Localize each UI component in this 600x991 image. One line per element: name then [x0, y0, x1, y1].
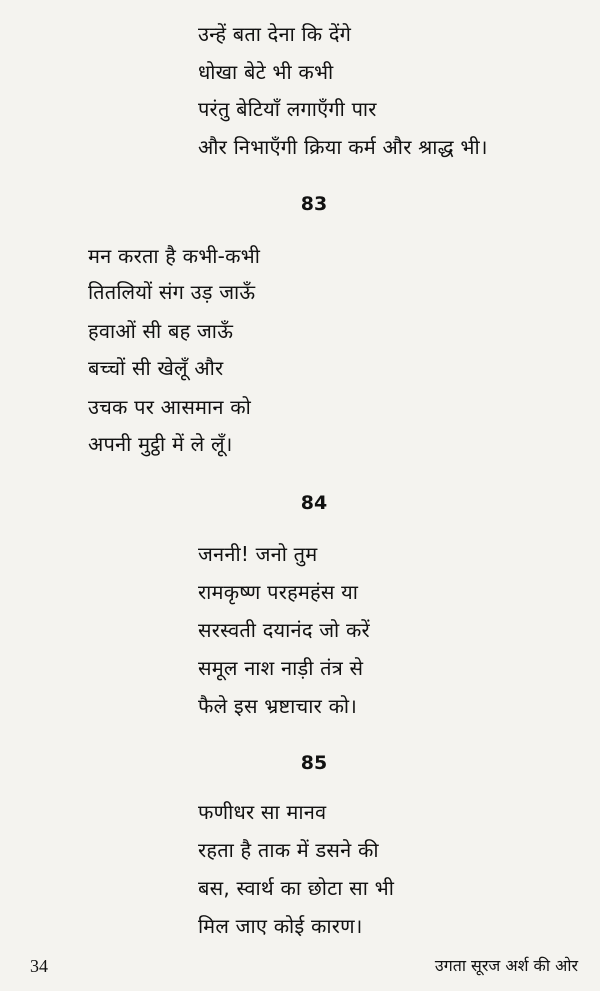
poem-83-line-1: मन करता है कभी-कभी [88, 244, 261, 268]
poem-85-line-3: बस, स्वार्थ का छोटा सा भी [198, 876, 395, 900]
poem-83-line-2: तितलियों संग उड़ जाऊँ [88, 280, 256, 304]
poem-85-number: 85 [300, 752, 328, 774]
poem-85-line-4: मिल जाए कोई कारण। [198, 914, 363, 938]
poem-84-line-5: फैले इस भ्रष्टाचार को। [198, 694, 358, 718]
poem-85-line-2: रहता है ताक में डसने की [198, 838, 379, 862]
poem-83-line-6: अपनी मुट्ठी में ले लूँ। [88, 432, 233, 456]
poem-83-line-4: बच्चों सी खेलूँ और [88, 356, 224, 380]
poem-85-line-1: फणीधर सा मानव [198, 800, 327, 824]
page-number: 34 [30, 956, 48, 976]
poem-82-line-1: उन्हें बता देना कि देंगे [198, 22, 352, 46]
poem-82-line-3: परंतु बेटियाँ लगाएँगी पार [198, 97, 377, 121]
poem-83-line-5: उचक पर आसमान को [88, 395, 251, 419]
poem-83-line-3: हवाओं सी बह जाऊँ [88, 319, 234, 343]
poem-82-line-4: और निभाएँगी क्रिया कर्म और श्राद्ध भी। [198, 135, 488, 159]
poem-84-line-1: जननी! जनो तुम [198, 542, 318, 566]
poem-84-number: 84 [300, 492, 328, 514]
poem-83-number: 83 [300, 193, 328, 215]
poem-84-line-3: सरस्वती दयानंद जो करें [198, 618, 370, 642]
poem-84-line-2: रामकृष्ण परहमहंस या [198, 580, 359, 604]
book-title-footer: उगता सूरज अर्श की ओर [434, 956, 578, 975]
poem-82-line-2: धोखा बेटे भी कभी [198, 60, 334, 84]
poem-84-line-4: समूल नाश नाड़ी तंत्र से [198, 656, 364, 680]
